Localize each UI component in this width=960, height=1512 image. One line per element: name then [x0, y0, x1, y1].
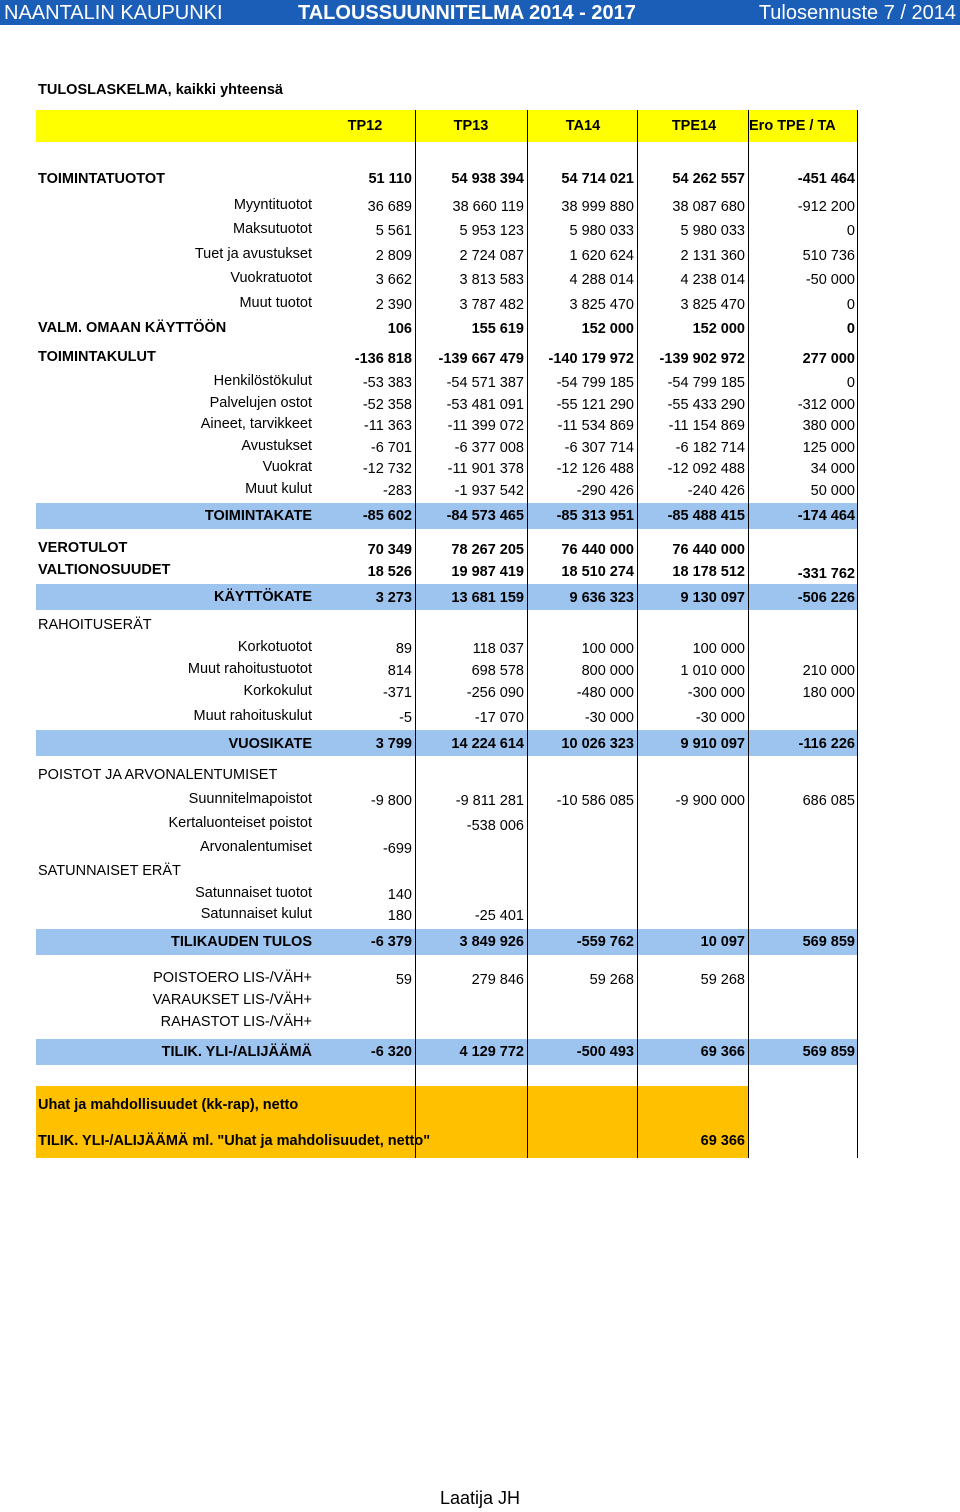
header-title: TALOUSSUUNNITELMA 2014 - 2017: [298, 2, 636, 24]
cell: 569 859: [802, 934, 855, 950]
cell: 18 178 512: [672, 564, 745, 580]
row-label: Vuokratuotot: [230, 270, 312, 286]
cell: 800 000: [581, 663, 634, 679]
cell: 510 736: [802, 248, 855, 264]
cell: -25 401: [474, 908, 524, 924]
cell: 3 825 470: [680, 297, 745, 313]
cell: 4 288 014: [569, 272, 634, 288]
cell: 3 799: [375, 736, 412, 752]
row-label: Kertaluonteiset poistot: [168, 815, 312, 831]
cell: 0: [846, 375, 855, 391]
cell: -300 000: [687, 685, 745, 701]
cell: 5 980 033: [569, 223, 634, 239]
cell: 152 000: [581, 321, 634, 337]
cell: 180: [387, 908, 412, 924]
cell: 210 000: [802, 663, 855, 679]
row-label: Korkotuotot: [237, 639, 312, 655]
cell: 569 859: [802, 1044, 855, 1060]
col-divider: [637, 110, 638, 1158]
cell: 34 000: [810, 461, 855, 477]
cell: 125 000: [802, 440, 855, 456]
cell: -11 399 072: [447, 418, 524, 434]
row-label: Aineet, tarvikkeet: [200, 416, 312, 432]
cell: -1 937 542: [454, 483, 524, 499]
cell: -85 488 415: [667, 508, 745, 524]
cell: 38 660 119: [452, 199, 524, 215]
cell: 140: [387, 887, 412, 903]
cell: 0: [846, 223, 855, 239]
cell: 279 846: [471, 972, 524, 988]
row-label: Muut kulut: [245, 481, 312, 497]
cell: -283: [382, 483, 412, 499]
cell: 2 131 360: [680, 248, 745, 264]
row-label: KÄYTTÖKATE: [213, 589, 312, 605]
cell: -52 358: [362, 397, 412, 413]
cell: -559 762: [576, 934, 634, 950]
section-label: RAHOITUSERÄT: [38, 617, 152, 633]
cell: 18 526: [367, 564, 412, 580]
row-label: Vuokrat: [262, 459, 312, 475]
cell: -6 377 008: [454, 440, 524, 456]
cell: -85 313 951: [556, 508, 634, 524]
cell: 36 689: [367, 199, 412, 215]
row-label: Korkokulut: [243, 683, 312, 699]
row-label: Satunnaiset kulut: [200, 906, 312, 922]
cell: 152 000: [692, 321, 745, 337]
header-subtitle: Tulosennuste 7 / 2014: [758, 2, 956, 24]
cell: -12 732: [362, 461, 412, 477]
cell: 5 953 123: [459, 223, 524, 239]
cell: 3 787 482: [459, 297, 524, 313]
cell: -85 602: [362, 508, 412, 524]
cell: 59 268: [589, 972, 634, 988]
cell: 814: [387, 663, 412, 679]
row-label: VEROTULOT: [38, 540, 128, 556]
cell: -116 226: [798, 736, 855, 752]
cell: -538 006: [466, 818, 524, 834]
row-label: Muut rahoituskulut: [193, 708, 312, 724]
cell: 70 349: [367, 542, 412, 558]
cell: -480 000: [576, 685, 634, 701]
cell: 155 619: [471, 321, 524, 337]
cell: 100 000: [692, 641, 745, 657]
cell: -6 701: [370, 440, 412, 456]
row-label: Muut rahoitustuotot: [187, 661, 312, 677]
col-header-ta14: TA14: [565, 118, 601, 134]
cell: 54 262 557: [672, 171, 745, 187]
cell: 180 000: [802, 685, 855, 701]
cell: 3 849 926: [459, 934, 524, 950]
cell: 118 037: [472, 641, 524, 657]
footer-author: Laatija JH: [439, 1488, 521, 1508]
cell: -55 433 290: [667, 397, 745, 413]
section-label: POISTOT JA ARVONALENTUMISET: [38, 767, 278, 783]
cell: -84 573 465: [446, 508, 524, 524]
col-header-tp12: TP12: [347, 118, 383, 134]
cell: -55 121 290: [556, 397, 634, 413]
row-label: Avustukset: [241, 438, 312, 454]
cell: -54 799 185: [556, 375, 634, 391]
row-label: TOIMINTAKATE: [204, 508, 312, 524]
cell: -5: [399, 710, 412, 726]
row-label: VALTIONOSUUDET: [38, 562, 171, 578]
row-label: TILIKAUDEN TULOS: [171, 934, 312, 950]
cell: -256 090: [466, 685, 524, 701]
cell: 50 000: [810, 483, 855, 499]
row-label: Suunnitelmapoistot: [188, 791, 312, 807]
row-label: Arvonalentumiset: [199, 839, 312, 855]
col-divider: [527, 110, 528, 1158]
cell: -12 126 488: [556, 461, 634, 477]
cell: 380 000: [802, 418, 855, 434]
cell: 78 267 205: [451, 542, 524, 558]
cell: -10 586 085: [556, 793, 634, 809]
col-divider: [748, 110, 749, 1158]
cell: -6 320: [370, 1044, 412, 1060]
cell: -174 464: [797, 508, 855, 524]
cell: -9 900 000: [675, 793, 745, 809]
cell: 69 366: [700, 1133, 745, 1149]
cell: 9 130 097: [680, 590, 745, 606]
row-label: Myyntituotot: [233, 197, 312, 213]
cell: -12 092 488: [667, 461, 745, 477]
col-header-tp13: TP13: [453, 118, 489, 134]
cell: -11 901 378: [447, 461, 524, 477]
cell: 1 010 000: [680, 663, 745, 679]
page-header: [0, 0, 960, 25]
cell: -9 800: [370, 793, 412, 809]
report-title: TULOSLASKELMA, kaikki yhteensä: [38, 82, 283, 98]
cell: 59: [395, 972, 412, 988]
cell: -53 481 091: [446, 397, 524, 413]
row-label: RAHASTOT LIS-/VÄH+: [160, 1014, 312, 1030]
cell: 9 910 097: [680, 736, 745, 752]
cell: -11 363: [363, 418, 412, 434]
cell: 18 510 274: [561, 564, 634, 580]
cell: -136 818: [354, 351, 412, 367]
cell: 277 000: [802, 351, 855, 367]
cell: 5 561: [375, 223, 412, 239]
cell: 10 026 323: [561, 736, 634, 752]
row-label: Maksutuotot: [233, 221, 312, 237]
cell: 0: [846, 321, 855, 337]
cell: -500 493: [576, 1044, 634, 1060]
cell: 54 714 021: [561, 171, 634, 187]
row-label: TOIMINTATUOTOT: [38, 171, 165, 187]
cell: -6 182 714: [675, 440, 745, 456]
cell: 698 578: [471, 663, 524, 679]
cell: -17 070: [474, 710, 524, 726]
cell: 59 268: [700, 972, 745, 988]
cell: 100 000: [581, 641, 634, 657]
row-label: VALM. OMAAN KÄYTTÖÖN: [38, 320, 227, 336]
col-header-tpe14: TPE14: [671, 118, 717, 134]
cell: 89: [395, 641, 412, 657]
cell: -11 154 869: [668, 418, 745, 434]
cell: 686 085: [802, 793, 855, 809]
cell: 54 938 394: [451, 171, 524, 187]
cell: 4 129 772: [459, 1044, 524, 1060]
cell: 2 390: [375, 297, 412, 313]
cell: -290 426: [576, 483, 634, 499]
cell: -139 667 479: [438, 351, 524, 367]
row-label: VUOSIKATE: [228, 736, 312, 752]
row-label: Henkilöstökulut: [213, 373, 312, 389]
cell: -912 200: [797, 199, 855, 215]
cell: 3 662: [375, 272, 412, 288]
col-divider: [857, 110, 858, 1158]
cell: 106: [387, 321, 412, 337]
cell: 51 110: [368, 171, 412, 187]
cell: -50 000: [805, 272, 855, 288]
row-label: Muut tuotot: [239, 295, 312, 311]
cell: -6 307 714: [564, 440, 634, 456]
cell: 2 724 087: [459, 248, 524, 264]
cell: 10 097: [700, 934, 745, 950]
cell: -6 379: [370, 934, 412, 950]
cell: 0: [846, 297, 855, 313]
cell: -451 464: [797, 171, 855, 187]
cell: -240 426: [687, 483, 745, 499]
cell: -506 226: [797, 590, 855, 606]
cell: -371: [382, 685, 412, 701]
cell: 76 440 000: [672, 542, 745, 558]
cell: -9 811 281: [455, 793, 524, 809]
row-label: VARAUKSET LIS-/VÄH+: [152, 992, 312, 1008]
cell: 3 825 470: [569, 297, 634, 313]
col-header-ero: Ero TPE / TA: [749, 118, 836, 134]
cell: -54 799 185: [667, 375, 745, 391]
cell: 13 681 159: [451, 590, 524, 606]
cell: 76 440 000: [561, 542, 634, 558]
cell: -140 179 972: [548, 351, 634, 367]
row-label: Satunnaiset tuotot: [195, 885, 312, 901]
section-label: SATUNNAISET ERÄT: [38, 863, 181, 879]
cell: 14 224 614: [451, 736, 524, 752]
cell: 1 620 624: [569, 248, 634, 264]
cell: 19 987 419: [451, 564, 524, 580]
cell: 69 366: [700, 1044, 745, 1060]
cell: 3 273: [375, 590, 412, 606]
row-label: Tuet ja avustukset: [194, 246, 312, 262]
row-label: Uhat ja mahdollisuudet (kk-rap), netto: [38, 1097, 299, 1113]
row-label: TOIMINTAKULUT: [38, 349, 156, 365]
cell: 5 980 033: [680, 223, 745, 239]
cell: 2 809: [375, 248, 412, 264]
cell: -312 000: [797, 397, 855, 413]
cell: 9 636 323: [569, 590, 634, 606]
row-label: TILIK. YLI-/ALIJÄÄMÄ: [161, 1044, 312, 1060]
cell: -30 000: [584, 710, 634, 726]
header-org: NAANTALIN KAUPUNKI: [4, 2, 223, 24]
cell: -54 571 387: [446, 375, 524, 391]
row-label: POISTOERO LIS-/VÄH+: [153, 970, 312, 986]
cell: -331 762: [797, 566, 855, 582]
cell: 38 087 680: [672, 199, 745, 215]
cell: -53 383: [362, 375, 412, 391]
cell: 38 999 880: [561, 199, 634, 215]
cell: 3 813 583: [459, 272, 524, 288]
cell: 4 238 014: [680, 272, 745, 288]
cell: -30 000: [695, 710, 745, 726]
row-label: TILIK. YLI-/ALIJÄÄMÄ ml. "Uhat ja mahdolisuudet, netto": [38, 1133, 431, 1149]
cell: -699: [382, 841, 412, 857]
cell: -139 902 972: [659, 351, 745, 367]
cell: -11 534 869: [557, 418, 634, 434]
row-label: Palvelujen ostot: [209, 395, 312, 411]
col-divider: [415, 110, 416, 1158]
